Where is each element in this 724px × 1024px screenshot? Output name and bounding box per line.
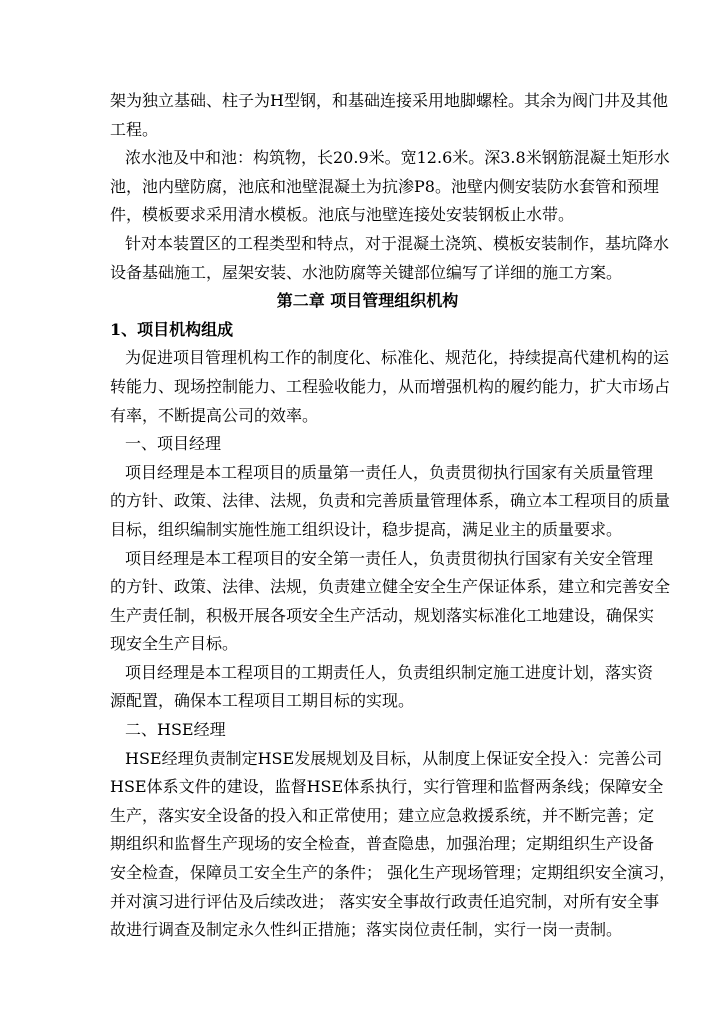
subsection-heading: 一、项目经理 — [125, 434, 222, 454]
text-line: 架为独立基础、柱子为H型钢，和基础连接采用地脚螺栓。其余为阀门井及其他 — [110, 91, 668, 110]
text-line: HSE经理负责制定HSE发展规划及目标，从制度上保证安全投入：完善公司 — [125, 748, 663, 768]
text-line: 目标，组织编制实施性施工组织设计，稳步提高，满足业主的质量要求。 — [110, 519, 623, 539]
text-line: 项目经理是本工程项目的工期责任人，负责组织制定施工进度计划，落实资 — [125, 662, 654, 682]
text-line: 针对本装置区的工程类型和特点，对于混凝土浇筑、模板安装制作，基坑降水 — [125, 233, 670, 253]
text-line: 为促进项目管理机构工作的制度化、标准化、规范化，持续提高代建机构的运 — [125, 348, 670, 368]
text-line: 故进行调查及制定永久性纠正措施；落实岗位责任制，实行一岗一责制。 — [110, 920, 623, 940]
text-line: 设备基础施工，屋架安装、水池防腐等关键部位编写了详细的施工方案。 — [110, 262, 623, 282]
text-line: 现安全生产目标。 — [110, 634, 239, 654]
text-line: 项目经理是本工程项目的安全第一责任人，负责贯彻执行国家有关安全管理 — [125, 548, 654, 568]
text-line: 安全检查，保障员工安全生产的条件； 强化生产现场管理；定期组织安全演习， — [110, 863, 676, 883]
text-line: 生产，落实安全设备的投入和正常使用；建立应急救援系统，并不断完善；定 — [110, 805, 655, 825]
text-line: 池，池内壁防腐，池底和池壁混凝土为抗渗P8。池壁内侧安装防水套管和预埋 — [110, 176, 659, 196]
text-line: 期组织和监督生产现场的安全检查，普查隐患，加强治理；定期组织生产设备 — [110, 834, 655, 854]
text-line: 生产责任制，积极开展各项安全生产活动，规划落实标准化工地建设，确保实 — [110, 605, 655, 625]
subsection-heading: 二、HSE经理 — [125, 720, 226, 740]
text-line: 浓水池及中和池：构筑物，长20.9米。宽12.6米。深3.8米钢筋混凝土矩形水 — [125, 148, 670, 168]
text-line: 项目经理是本工程项目的质量第一责任人，负责贯彻执行国家有关质量管理 — [125, 462, 654, 482]
section-heading: 1、项目机构组成 — [110, 319, 234, 339]
text-line: 工程。 — [110, 119, 159, 139]
text-line: 有率，不断提高公司的效率。 — [110, 405, 319, 425]
text-line: 源配置，确保本工程项目工期目标的实现。 — [110, 691, 415, 711]
text-line: 的方针、政策、法律、法规，负责建立健全安全生产保证体系，建立和完善安全 — [110, 577, 671, 597]
chapter-heading: 第二章 项目管理组织机构 — [276, 291, 459, 311]
text-line: 并对演习进行评估及后续改进； 落实安全事故行政责任追究制，对所有安全事 — [110, 891, 660, 911]
text-line: 件，模板要求采用清水模板。池底与池壁连接处安装钢板止水带。 — [110, 205, 575, 225]
text-line: 转能力、现场控制能力、工程验收能力，从而增强机构的履约能力，扩大市场占 — [110, 376, 671, 396]
text-line: HSE体系文件的建设，监督HSE体系执行，实行管理和监督两条线；保障安全 — [110, 777, 664, 797]
text-line: 的方针、政策、法律、法规，负责和完善质量管理体系，确立本工程项目的质量 — [110, 491, 671, 511]
document-page — [110, 87, 676, 945]
